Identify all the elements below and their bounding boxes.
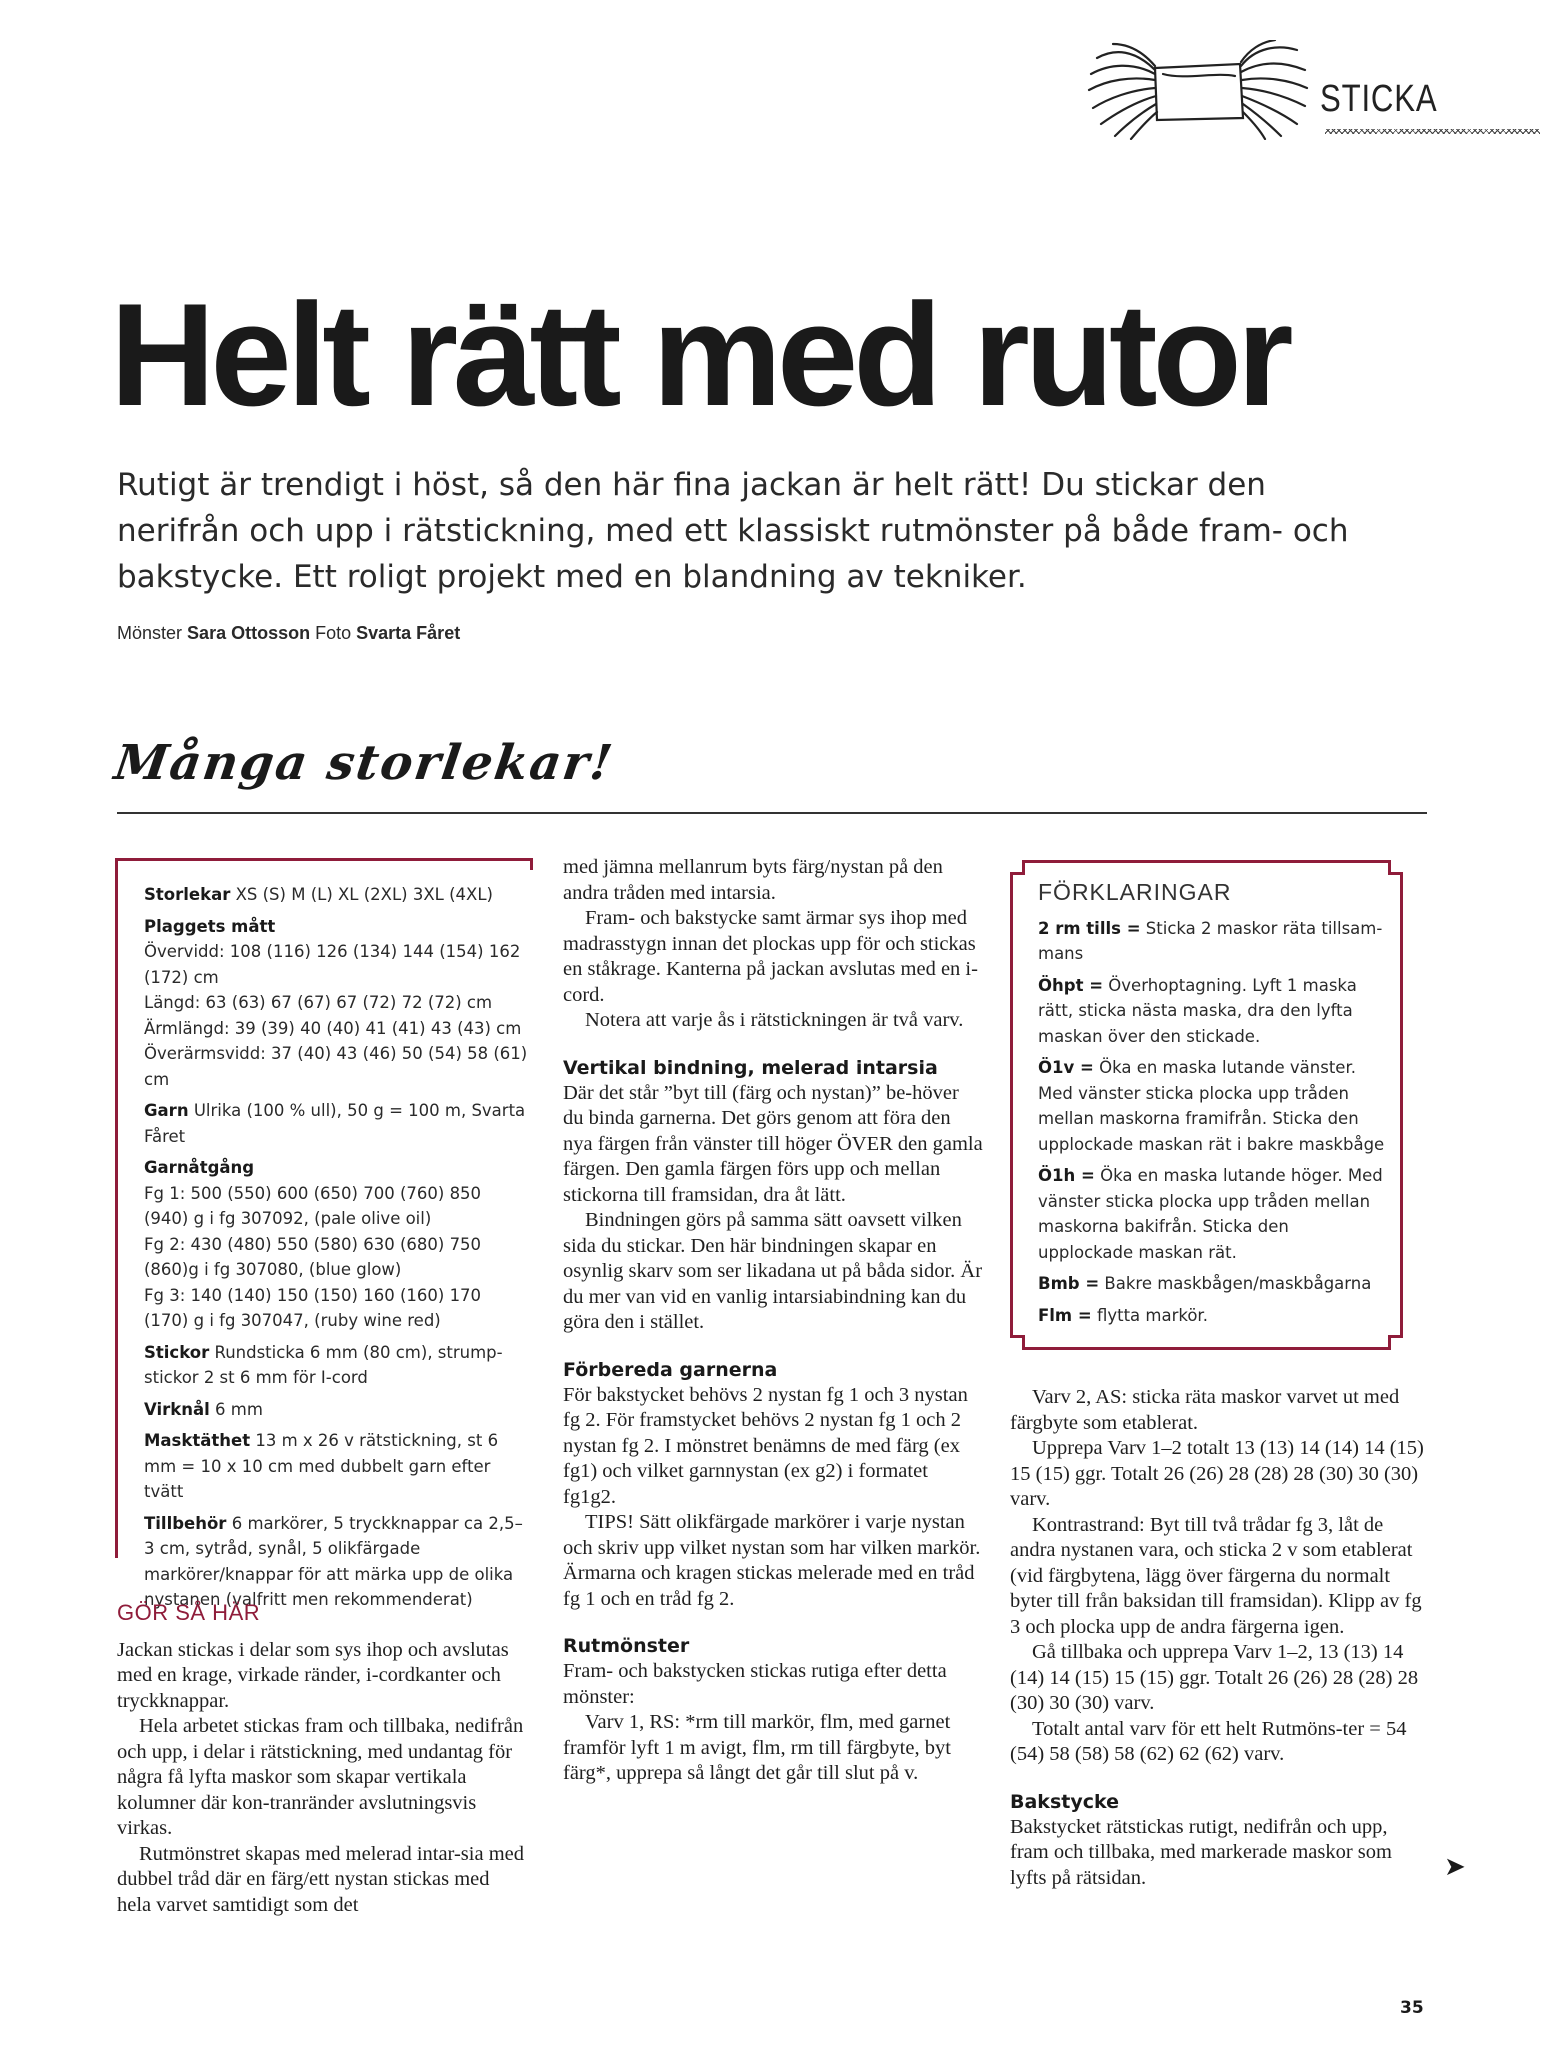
article-title: Helt rätt med rutor bbox=[110, 273, 1289, 436]
abbreviation-meaning: Bakre maskbågen/maskbågarna bbox=[1104, 1274, 1372, 1293]
explanation-item bbox=[1038, 916, 1388, 967]
consumption-line: Fg 3: 140 (140) 150 (150) 160 (160) 170 (170) g i fg 307047, (ruby wine red) bbox=[144, 1285, 482, 1330]
crochet-value: 6 mm bbox=[215, 1399, 263, 1419]
needles-row bbox=[144, 1340, 529, 1391]
facts-box bbox=[144, 882, 529, 1619]
gauge-value: 13 m x 26 v rätstickning, st 6 mm = 10 x 10 cm med dubbelt garn efter tvätt bbox=[144, 1431, 499, 1501]
yarn-label: Garn bbox=[144, 1101, 189, 1120]
explanations-box bbox=[1038, 880, 1388, 1334]
credits bbox=[117, 623, 460, 644]
column-2 bbox=[563, 855, 983, 1787]
abbreviation-meaning: Öka en maska lutande höger. Med vänster sticka plocka upp tråden mellan maskorna bakifrån. Sticka den upplockade maskan rät. bbox=[1038, 1166, 1383, 1262]
explanation-item bbox=[1038, 973, 1388, 1050]
body-paragraph: Varv 2, AS: sticka räta maskor varvet ut med färgbyte som etablerat. bbox=[1010, 1386, 1400, 1434]
body-paragraph: TIPS! Sätt olikfärgade markörer i varje nystan och skriv upp vilket nystan som har vilken markör. Ärmarna och kragen stickas melerade med en tråd fg 1 och en tråd fg 2. bbox=[563, 1511, 981, 1610]
section-heading-pattern: Rutmönster bbox=[563, 1635, 690, 1657]
notions-value: 6 markörer, 5 tryckknappar ca 2,5–3 cm, sytråd, synål, 5 olikfärgade markörer/knappar för att märka upp de olika nystanen (valfritt men rekommenderat) bbox=[144, 1513, 523, 1609]
abbreviation: Flm = bbox=[1038, 1305, 1092, 1325]
script-heading: Många storlekar! bbox=[111, 735, 618, 791]
page-number: 35 bbox=[1400, 1998, 1424, 2018]
abbreviation-meaning: Sticka 2 maskor räta tillsam-mans bbox=[1038, 918, 1383, 963]
body-paragraph: För bakstycket behövs 2 nystan fg 1 och 3 nystan fg 2. För framstycket behövs 2 nystan fg 1 och 2 nystan fg 2. I mönstret benämns de med färg (ex fg1) och vilket garnnystan (ex g2) i formatet fg1g2. bbox=[563, 1383, 968, 1508]
section-heading-binding: Vertikal bindning, melerad intarsia bbox=[563, 1056, 938, 1079]
abbreviation: Öhpt = bbox=[1038, 975, 1104, 995]
measure-line: Ärmlängd: 39 (39) 40 (40) 41 (41) 43 (43) cm bbox=[144, 1018, 522, 1038]
body-paragraph: Där det står ”byt till (färg och nystan)” be-höver du binda garnerna. Det görs genom att föra den nya färgen från vänster till höger ÖVER den gamla färgen. Den gamla färgen förs upp och mellan stickorna till framsidan, dra åt lätt. bbox=[563, 1081, 983, 1206]
gauge-label: Masktäthet bbox=[144, 1431, 251, 1450]
sizes-row bbox=[144, 882, 529, 908]
crochet-label: Virknål bbox=[144, 1399, 210, 1419]
how-to-paragraph: Jackan stickas i delar som sys ihop och avslutas med en krage, virkade ränder, i-cordkanter och tryckknappar. bbox=[117, 1638, 509, 1712]
body-paragraph: Notera att varje ås i rätstickningen är två varv. bbox=[585, 1009, 964, 1031]
body-paragraph: Bindningen görs på samma sätt oavsett vilken sida du stickar. Den här bindningen skapar en osynlig skarv som ser likadana ut på båda sidor. Är du mer van vid en vanlig intarsiabindning kan du göra den i stället. bbox=[563, 1209, 983, 1333]
abbreviation-meaning: Öka en maska lutande vänster. Med vänster sticka plocka upp tråden mellan maskorna framifrån. Sticka den upplockade maskan rät i bakre maskbåge bbox=[1038, 1058, 1385, 1154]
measure-line: Längd: 63 (63) 67 (67) 67 (72) 72 (72) cm bbox=[144, 993, 493, 1012]
abbreviation-meaning: Överhoptagning. Lyft 1 maska rätt, sticka nästa maska, dra den lyfta maskan över den stickade. bbox=[1038, 975, 1357, 1046]
abbreviation: 2 rm tills = bbox=[1038, 918, 1141, 938]
body-paragraph: Gå tillbaka och upprepa Varv 1–2, 13 (13) 14 (14) 14 (15) 15 (15) ggr. Totalt 26 (26) 28 (28) 28 (30) 30 (30) varv. bbox=[1010, 1641, 1419, 1714]
explanation-item bbox=[1038, 1303, 1388, 1329]
how-to-paragraph: Rutmönstret skapas med melerad intar-sia med dubbel tråd där en färg/ett nystan stickas med hela varvet samtidigt som det bbox=[117, 1842, 524, 1916]
lead-paragraph: Rutigt är trendigt i höst, så den här fina jackan är helt rätt! Du stickar den nerifrån och upp i rätstickning, med ett klassiskt rutmönster på både fram- och bakstycke. Ett roligt projekt med en blandning av tekniker. bbox=[117, 467, 1349, 595]
body-paragraph: Bakstycket rätstickas rutigt, nedifrån och upp, fram och tillbaka, med markerade maskor som lyfts på rätsidan. bbox=[1010, 1815, 1392, 1889]
how-to-paragraph: Hela arbetet stickas fram och tillbaka, nedifrån och upp, i delar i rätstickning, med undantag för några få lyfta maskor som skapar vertikala kolumner där kon-tranränder avslutningsvis virkas. bbox=[117, 1715, 524, 1839]
how-to-section bbox=[117, 1600, 527, 1918]
explanation-item bbox=[1038, 1055, 1388, 1157]
consumption-line: Fg 2: 430 (480) 550 (580) 630 (680) 750 (860)g i fg 307080, (blue glow) bbox=[144, 1234, 482, 1279]
column-3 bbox=[1010, 1385, 1430, 1891]
header-zigzag-rule bbox=[1325, 129, 1540, 134]
explanation-item bbox=[1038, 1271, 1388, 1297]
abbreviation: Ö1v = bbox=[1038, 1058, 1094, 1077]
needles-label: Stickor bbox=[144, 1342, 210, 1362]
abbreviation: Bmb = bbox=[1038, 1274, 1100, 1293]
abbreviation-meaning: flytta markör. bbox=[1096, 1305, 1208, 1325]
section-heading-prepare: Förbereda garnerna bbox=[563, 1358, 778, 1381]
consumption-line: Fg 1: 500 (550) 600 (650) 700 (760) 850 (940) g i fg 307092, (pale olive oil) bbox=[144, 1183, 482, 1228]
measures-block bbox=[144, 914, 529, 1093]
needles-value: Rundsticka 6 mm (80 cm), strump-stickor 2 st 6 mm för I-cord bbox=[144, 1342, 503, 1387]
section-label: STICKA bbox=[1320, 78, 1438, 120]
body-paragraph: Fram- och bakstycken stickas rutiga efter detta mönster: bbox=[563, 1660, 947, 1708]
yarn-skein-icon bbox=[1085, 40, 1310, 140]
divider bbox=[117, 812, 1427, 814]
abbreviation: Ö1h = bbox=[1038, 1166, 1095, 1185]
photo-label: Foto bbox=[315, 623, 352, 643]
sizes-value: XS (S) M (L) XL (2XL) 3XL (4XL) bbox=[235, 885, 493, 904]
measure-line: Övervidd: 108 (116) 126 (134) 144 (154) 162 (172) cm bbox=[144, 942, 521, 987]
consumption-label: Garnåtgång bbox=[144, 1158, 255, 1177]
notions-label: Tillbehör bbox=[144, 1513, 227, 1533]
gauge-row bbox=[144, 1428, 529, 1505]
consumption-block bbox=[144, 1155, 529, 1334]
measure-line: Överärmsvidd: 37 (40) 43 (46) 50 (54) 58 (61) cm bbox=[144, 1044, 528, 1089]
body-paragraph: Totalt antal varv för ett helt Rutmöns-ter = 54 (54) 58 (58) 58 (62) 62 (62) varv. bbox=[1010, 1717, 1407, 1765]
notions-row bbox=[144, 1511, 529, 1613]
pattern-label: Mönster bbox=[117, 623, 183, 643]
how-to-heading: GÖR SÅ HÄR bbox=[117, 1600, 261, 1625]
explanations-title: FÖRKLARINGAR bbox=[1038, 879, 1232, 905]
body-paragraph: Upprepa Varv 1–2 totalt 13 (13) 14 (14) 14 (15) 15 (15) ggr. Totalt 26 (26) 28 (28) 28 (30) 30 (30) varv. bbox=[1010, 1437, 1424, 1510]
sizes-label: Storlekar bbox=[144, 885, 231, 904]
yarn-value: Ulrika (100 % ull), 50 g = 100 m, Svarta Fåret bbox=[144, 1101, 526, 1146]
photo-credit: Svarta Fåret bbox=[356, 623, 461, 643]
body-paragraph: Fram- och bakstycke samt ärmar sys ihop med madrasstygn innan det plockas upp för och stickas en ståkrage. Kanterna på jackan avslutas med en i-cord. bbox=[563, 907, 978, 1006]
measures-label: Plaggets mått bbox=[144, 916, 276, 936]
yarn-row bbox=[144, 1098, 529, 1149]
body-paragraph: Kontrastrand: Byt till två trådar fg 3, låt de andra nystanen vara, och sticka 2 v som etablerat (vid färgbytena, lägg över färgerna du normalt byter till från baksidan till framsidan). Klipp av fg 3 och plocka upp de andra färgerna igen. bbox=[1010, 1513, 1422, 1638]
section-heading-back: Bakstycke bbox=[1010, 1790, 1119, 1813]
body-paragraph: med jämna mellanrum byts färg/nystan på den andra tråden med intarsia. bbox=[563, 856, 943, 904]
body-paragraph: Varv 1, RS: *rm till markör, flm, med garnet framför lyft 1 m avigt, flm, rm till färgbyte, byt färg*, upprepa så långt det går till slut på v. bbox=[563, 1711, 951, 1784]
crochet-row bbox=[144, 1397, 529, 1423]
explanation-item bbox=[1038, 1163, 1388, 1265]
continue-arrow-icon: ➤ bbox=[1444, 1852, 1466, 1882]
pattern-author: Sara Ottosson bbox=[187, 623, 311, 643]
